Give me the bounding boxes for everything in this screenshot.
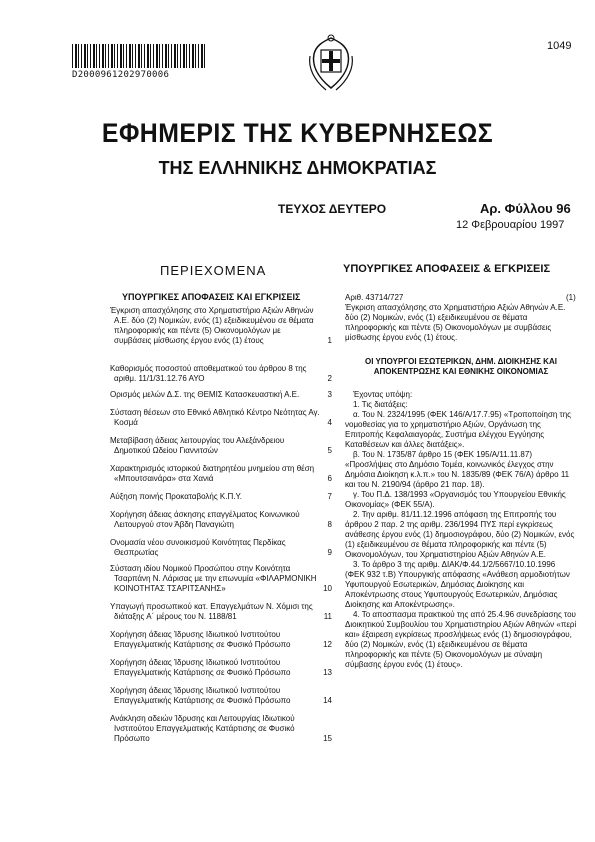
toc-entry-page: 10	[323, 584, 332, 593]
barcode-number: D2000961202970006	[72, 70, 170, 80]
toc-entry	[110, 658, 332, 678]
toc-entry	[110, 306, 332, 346]
toc-entry-page: 8	[327, 520, 332, 529]
toc-entry-text: Χορήγηση άδειας Ίδρυσης Ιδιωτικού Ινστιτούτου Επαγγελματικής Κατάρτισης σε Φυσικό Πρόσωπο	[110, 658, 291, 677]
toc-entry	[110, 602, 332, 622]
body-paragraph: γ. Του Π.Δ. 138/1993 «Οργανισμός του Υπουργείου Εθνικής Οικονομίας» (ΦΕΚ 55/Α).	[345, 490, 566, 509]
toc-entry	[110, 510, 332, 530]
gazette-subtitle: ΤΗΣ ΕΛΛΗΝΙΚΗΣ ΔΗΜΟΚΡΑΤΙΑΣ	[158, 158, 437, 178]
page-number: 1049	[547, 40, 572, 52]
toc-entry	[110, 492, 332, 502]
toc-entry-text: Υπαγωγή προσωπικού κατ. Επαγγελμάτων Ν. Χόμισι της διάταξης Α΄ μέρους του Ν. 1188/81	[110, 602, 313, 621]
issue-number: Αρ. Φύλλου 96	[480, 201, 571, 216]
toc-entry-text: Ανάκληση αδειών Ίδρυσης και Λειτουργίας Ιδιωτικού Ινστιτούτου Επαγγελματικής Κατάρτισης σε Φυσικό Πρόσωπο	[110, 714, 295, 743]
decision-summary: Έγκριση απασχόλησης στο Χρηματιστήριο Αξιών Αθηνών Α.Ε. δύο (2) Νομικών, ενός (1) εξειδικευμένου σε θέματα πληροφορικής και πέντε (5) Οικονομολόγων με συμβάσεις μίσθωσης έργου ενός (1) έτους.	[345, 303, 566, 342]
body-paragraph: 2. Την αριθμ. 81/11.12.1996 απόφαση της Επιτροπής του άρθρου 2 παρ. 2 της αριθμ. 236/1994 ΠΥΣ περί εγκρίσεως ανάθεσης έργου ενός (1) δημοσιογράφου, δύο (2) Νομικών, ενός (1) εξειδικευμένου σε θέματα πληροφορικής και πέντε (5) Οικονομολόγων, του Χρηματιστηρίου Αξιών Αθηνών Α.Ε.	[345, 510, 575, 559]
toc-entry-page: 6	[327, 474, 332, 483]
toc-entry-page: 9	[327, 548, 332, 557]
toc-entry-text: Αύξηση ποινής Προκαταβολής Κ.Π.Υ.	[110, 492, 243, 501]
toc-entry-text: Σύσταση θέσεων στο Εθνικό Αθλητικό Κέντρο Νεότητας Αγ. Κοσμά	[110, 408, 320, 427]
toc-entry	[110, 564, 332, 594]
issue-date: 12 Φεβρουαρίου 1997	[456, 219, 565, 231]
toc-entry-text: Ονομασία νέου συνοικισμού Κοινότητας Περδίκας Θεσπρωτίας	[110, 538, 286, 557]
toc-entry	[110, 436, 332, 456]
toc-entry-page: 12	[323, 640, 332, 649]
toc-entry-text: Σύσταση ιδίου Νομικού Προσώπου στην Κοινότητα Τσαρπάνη Ν. Λάρισας με την επωνυμία «ΦΙΛΑΡΜΟΝΙΚΗ ΚΟΙΝΟΤΗΤΑΣ ΤΣΑΡΙΤΣΑΝΗΣ»	[110, 564, 317, 593]
toc-entry-page: 3	[327, 390, 332, 399]
body-paragraph: 4. Το αποσπασμα πρακτικού της από 25.4.96 συνεδρίασης του Διοικητικού Συμβουλίου του Χρηματιστηρίου Αξιών Αθηνών «περί και» έξαιρεση εγκρίσεως προσλήψεως ενός (1) δημοσιογράφου, δύο (2) Νομικών, ενός (1) εξειδικευμένου σε θέματα πληροφορικής και πέντε (5) Οικονομολόγων με σύναψη σύμβασης έργου ενός (1) έτους».	[345, 610, 577, 669]
toc-entry	[110, 364, 332, 384]
toc-entry	[110, 464, 332, 484]
issue-series: ΤΕΥΧΟΣ ΔΕΥΤΕΡΟ	[278, 202, 387, 216]
toc-subheading: ΥΠΟΥΡΓΙΚΕΣ ΑΠΟΦΑΣΕΙΣ ΚΑΙ ΕΓΚΡΙΣΕΙΣ	[122, 292, 301, 302]
body-paragraph: β. Του Ν. 1735/87 άρθρο 15 (ΦΕΚ 195/Α/11.11.87) «Προσλήψεις στο Δημόσιο Τομέα, κοινωνικός έλεγχος στην Δημόσια Διοίκηση κ.λ.π.» του Ν. 1835/89 (ΦΕΚ 76/Α) άρθρο 11 και του Ν. 2190/94 (άρθρο 21 παρ. 18).	[345, 450, 570, 489]
decisions-heading: ΥΠΟΥΡΓΙΚΕΣ ΑΠΟΦΑΣΕΙΣ & ΕΓΚΡΙΣΕΙΣ	[343, 263, 551, 275]
toc-entry-page: 5	[327, 446, 332, 455]
body-paragraph: 3. Το άρθρο 3 της αριθμ. ΔΙΑΚ/Φ.44.1/2/5667/10.10.1996 (ΦΕΚ 932 τ.Β) Υπουργικής απόφασης «Ανάθεση αρμοδιοτήτων Υφυπουργού Εσωτερικών, Δημόσιας Διοίκησης και Αποκέντρωσης στους Υφυπουργούς Εσωτερικών, Δημόσιας Διοίκησης και Αποκέντρωσης».	[345, 560, 570, 609]
gazette-title: ΕΦΗΜΕΡΙΣ ΤΗΣ ΚΥΒΕΡΝΗΣΕΩΣ	[101, 118, 494, 148]
toc-entry-text: Χορήγηση άδειας Ίδρυσης Ιδιωτικού Ινστιτούτου Επαγγελματικής Κατάρτισης σε Φυσικό Πρόσωπο	[110, 630, 291, 649]
toc-entry-text: Χορήγηση άδειας άσκησης επαγγέλματος Κοινωνικού Λειτουργού στον Άβδη Παναγιώτη	[110, 510, 300, 529]
toc-entry	[110, 408, 332, 428]
body-paragraph: α. Του Ν. 2324/1995 (ΦΕΚ 146/Α/17.7.95) «Τροποποίηση της νομοθεσίας για το χρηματιστήριο Αξιών, Οργάνωση της Επιτροπής Κεφαλαιαγοράς, Συστήμα ελέγχου Εγγύησης Καταθέσεων και άλλες διατάξεις».	[345, 410, 572, 449]
toc-entry-text: Μεταβίβαση άδειας λειτουργίας του Αλεξάνδρειου Δημοτικού Ωδείου Γιαννιτσών	[110, 436, 285, 455]
toc-entry-page: 1	[327, 336, 332, 345]
toc-entry-page: 15	[323, 734, 332, 743]
toc-entry-text: Καθορισμός ποσοστού αποθεματικού του άρθρου 8 της αριθμ. 11/1/31.12.76 ΑΥΟ	[110, 364, 307, 383]
decision-index: (1)	[566, 293, 576, 302]
greek-coat-of-arms-icon	[306, 32, 356, 94]
toc-entry	[110, 630, 332, 650]
toc-entry-page: 13	[323, 668, 332, 677]
decision-body	[345, 390, 577, 670]
body-paragraph: 1. Τις διατάξεις:	[353, 400, 408, 409]
toc-entry-page: 4	[327, 418, 332, 427]
toc-entry	[110, 390, 332, 400]
toc-entry-text: Ορισμός μελών Δ.Σ. της ΘΕΜΙΣ Κατασκευαστική Α.Ε.	[110, 390, 300, 399]
toc-entry	[110, 538, 332, 558]
toc-entry-page: 7	[327, 492, 332, 501]
toc-entry-text: Χαρακτηρισμός ιστορικού διατηρητέου μνημείου στη θέση «Μπουτσαινάρα» στα Χανιά	[110, 464, 315, 483]
toc-entry-text: Χορήγηση άδειας Ίδρυσης Ιδιωτικού Ινστιτούτου Επαγγελματικής Κατάρτισης σε Φυσικό Πρόσωπο	[110, 686, 291, 705]
toc-entry-text: Έγκριση απασχόλησης στο Χρηματιστήριο Αξιών Αθηνών Α.Ε. δύο (2) Νομικών, ενός (1) εξειδικευμένου σε θέματα πληροφορικής και πέντε (5) Οικονομολόγων με συμβάσεις μίσθωσης έργου ενός (1) έτους	[110, 306, 314, 345]
toc-entry-page: 2	[327, 374, 332, 383]
body-paragraph: Έχοντας υπόψη:	[353, 390, 413, 399]
ministers-heading: ΟΙ ΥΠΟΥΡΓΟΙ ΕΣΩΤΕΡΙΚΩΝ, ΔΗΜ. ΔΙΟΙΚΗΣΗΣ ΚΑΙ ΑΠΟΚΕΝΤΡΩΣΗΣ ΚΑΙ ΕΘΝΙΚΗΣ ΟΙΚΟΝΟΜΙΑΣ	[365, 357, 557, 376]
toc-entry	[110, 714, 332, 744]
toc-entry-page: 11	[323, 612, 332, 621]
barcode	[72, 44, 206, 68]
toc-heading: ΠΕΡΙΕΧΟΜΕΝΑ	[160, 263, 267, 278]
toc-entry-page: 14	[323, 696, 332, 705]
decision-number: Αριθ. 43714/727	[345, 293, 404, 302]
toc-entry	[110, 686, 332, 706]
